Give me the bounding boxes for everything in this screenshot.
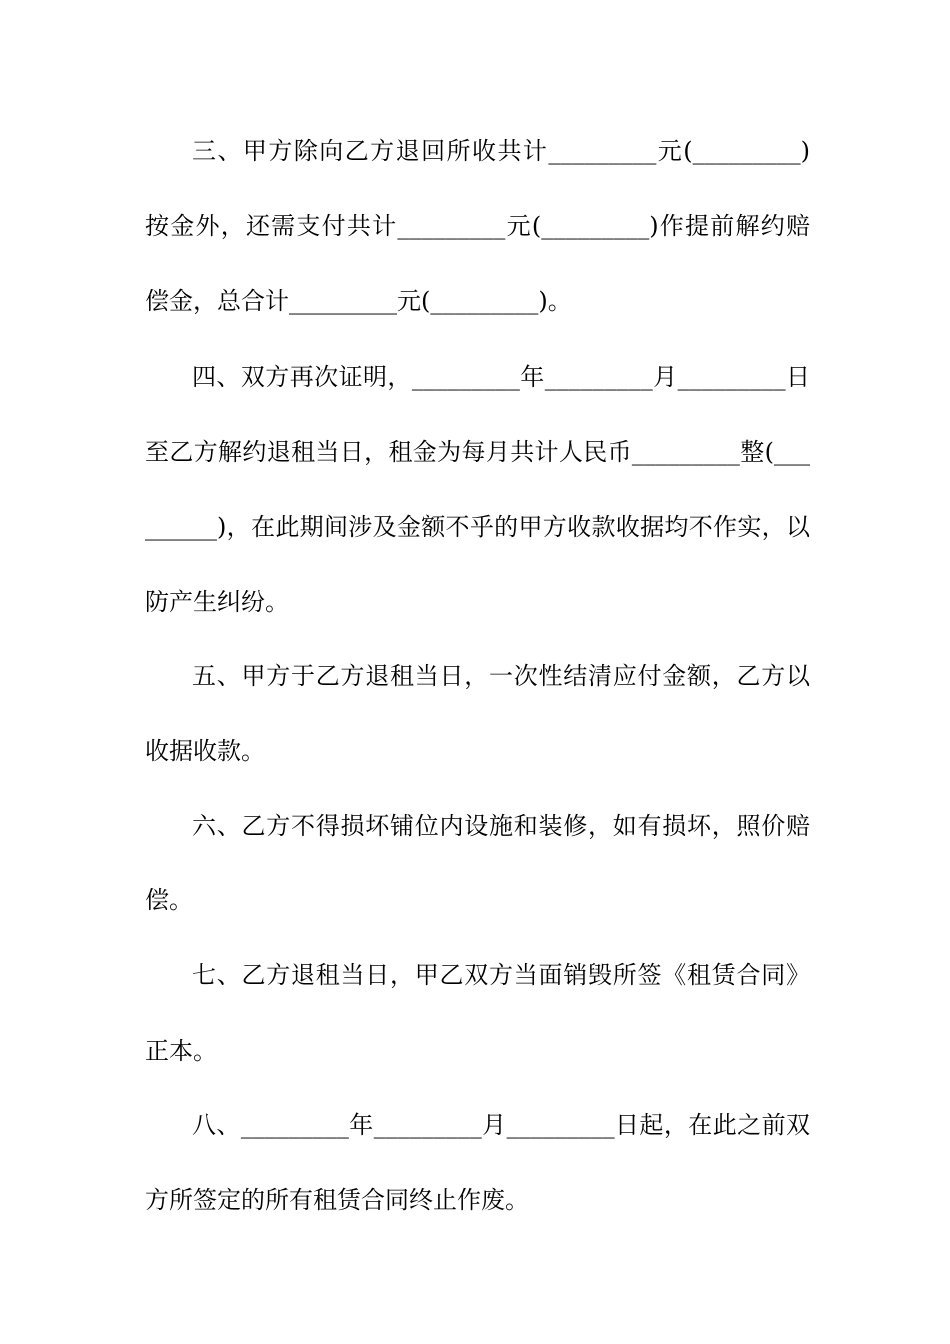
clause-5-line-1: 五、甲方于乙方退租当日，一次性结清应付金额，乙方以	[192, 662, 810, 690]
clause-7-line-2: 正本。	[145, 1037, 217, 1065]
clause-4-line-3: ______)，在此期间涉及金额不乎的甲方收款收据均不作实，以	[145, 513, 810, 541]
clause-6-line-2: 偿。	[145, 886, 193, 914]
clause-4-line-1: 四、双方再次证明，_________年_________月_________日	[192, 363, 810, 391]
clause-6-line-1: 六、乙方不得损坏铺位内设施和装修，如有损坏，照价赔	[192, 812, 810, 840]
clause-3-line-3: 偿金，总合计_________元(_________)。	[145, 287, 572, 315]
clause-4-line-4: 防产生纠纷。	[145, 588, 289, 616]
clause-4-line-2: 至乙方解约退租当日，租金为每月共计人民币_________整(___	[145, 438, 810, 466]
clause-8-line-1: 八、_________年_________月_________日起，在此之前双	[192, 1111, 810, 1139]
clause-5-line-2: 收据收款。	[145, 737, 265, 765]
clause-8-line-2: 方所签定的所有租赁合同终止作废。	[145, 1186, 529, 1214]
clause-7-line-1: 七、乙方退租当日，甲乙双方当面销毁所签《租赁合同》	[192, 961, 810, 989]
clause-3-line-1: 三、甲方除向乙方退回所收共计_________元(_________)	[192, 137, 810, 165]
clause-3-line-2: 按金外，还需支付共计_________元(_________)作提前解约赔	[145, 212, 810, 240]
